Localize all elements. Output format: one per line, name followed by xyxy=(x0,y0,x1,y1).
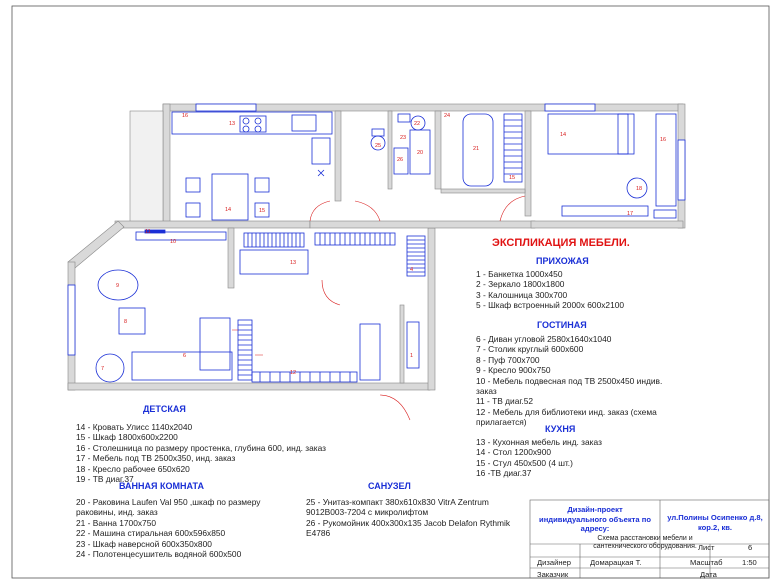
designer-value: Домарацкая Т. xyxy=(590,558,642,567)
list-item: 14 - Кровать Улисс 1140х2040 xyxy=(76,422,193,432)
list-item: 5 - Шкаф встроенный 2000х 600х2100 xyxy=(476,300,625,311)
plan-number: 13 xyxy=(229,121,236,127)
sheet-label: Лист xyxy=(698,543,715,552)
section-title-kids: ДЕТСКАЯ xyxy=(143,404,186,414)
plan-number: 15 xyxy=(509,175,516,181)
designer-label: Дизайнер xyxy=(537,558,571,567)
plan-number: 11 xyxy=(145,229,151,235)
section-title-wc: САНУЗЕЛ xyxy=(368,481,411,491)
plan-number: 8 xyxy=(124,319,128,325)
plan-number: 24 xyxy=(444,113,451,119)
plan-number: 1 xyxy=(410,353,414,359)
plan-number: 7 xyxy=(101,366,105,372)
plan-number: 6 xyxy=(183,353,187,359)
date-label: Дата xyxy=(700,570,717,579)
list-item: 24 - Полотенцесушитель водяной 600х500 xyxy=(76,549,242,560)
list-item: 1 - Банкетка 1000х450 xyxy=(476,269,563,279)
plan-number: 16 xyxy=(660,137,667,143)
list-item: 19 - ТВ диаг.37 xyxy=(76,474,134,485)
plan-number: 13 xyxy=(290,260,297,266)
plan-number: 25 xyxy=(375,143,382,149)
wc-list xyxy=(306,497,510,539)
plan-number: 21 xyxy=(473,146,480,152)
list-item: 11 - ТВ диаг.52 xyxy=(476,396,534,407)
explication-title: ЭКСПЛИКАЦИЯ МЕБЕЛИ. xyxy=(492,237,630,249)
list-item: 22 - Машина стиральная 600х596х850 xyxy=(76,528,226,539)
section-title-kitchen: КУХНЯ xyxy=(545,424,576,434)
project-address: ул.Полины Осипенко д.8, кор.2, кв. xyxy=(667,513,763,532)
list-item: 15 - Стул 450х500 (4 шт.) xyxy=(476,457,573,468)
list-item: 9012B003-7204 с микролифтом xyxy=(306,507,429,518)
kids-list xyxy=(76,422,326,484)
kitchen-list xyxy=(476,437,602,479)
list-item: E4786 xyxy=(306,528,331,539)
plan-number: 26 xyxy=(397,157,404,163)
plan-number: 16 xyxy=(182,113,189,119)
plan-number: 12 xyxy=(290,370,297,376)
list-item: 12 - Мебель для библиотеки инд. заказ (схема xyxy=(476,406,657,417)
hallway-list xyxy=(476,269,624,311)
list-item: 15 - Шкаф 1800х600х2200 xyxy=(76,432,178,443)
section-title-bathroom: ВАННАЯ КОМНАТА xyxy=(119,481,204,491)
list-item: заказ xyxy=(476,386,497,397)
sheet-value: 6 xyxy=(748,543,753,552)
bathroom-list xyxy=(76,497,260,559)
list-item: 26 - Рукомойник 400х300х135 Jacob Delafon Rythmik xyxy=(306,517,511,528)
section-title-hallway: ПРИХОЖАЯ xyxy=(536,256,589,266)
project-title: Дизайн-проект индивидуального объекта по адресу: xyxy=(539,505,651,533)
list-item: 6 - Диван угловой 2580х1640х1040 xyxy=(476,334,612,344)
list-item: 21 - Ванна 1700х750 xyxy=(76,517,157,528)
plan-number: 9 xyxy=(116,283,120,289)
list-item: 25 - Унитаз-компакт 380х610х830 VitrA Zentrum xyxy=(306,497,489,507)
plan-number: 10 xyxy=(170,239,177,245)
list-item: 8 - Пуф 700х700 xyxy=(476,354,540,365)
list-item: 23 - Шкаф наверсной 600х350х800 xyxy=(76,538,212,549)
living-list xyxy=(476,334,662,428)
plan-number: 20 xyxy=(417,150,424,156)
scale-value: 1:50 xyxy=(742,558,757,567)
list-item: 16 - Столешница по размеру простенка, глубина 600, инд. заказ xyxy=(76,442,327,453)
list-item: 7 - Столик круглый 600х600 xyxy=(476,344,584,355)
client-label: Заказчик xyxy=(537,570,569,579)
list-item: прилагается) xyxy=(476,417,527,428)
dimension-marks xyxy=(232,330,263,355)
plan-number: 22 xyxy=(414,121,421,127)
sheet-frame xyxy=(12,6,769,578)
plan-number: 23 xyxy=(400,135,407,141)
plan-number: 17 xyxy=(627,211,634,217)
list-item: 13 - Кухонная мебель инд. заказ xyxy=(476,437,602,447)
list-item: 16 -ТВ диаг.37 xyxy=(476,468,532,479)
list-item: 20 - Раковина Laufen Val 950 ,шкаф по размеру xyxy=(76,497,261,507)
plan-number: 14 xyxy=(560,132,567,138)
list-item: раковины, инд. заказ xyxy=(76,507,158,518)
plan-number: 14 xyxy=(225,207,232,213)
sheet-title: Схема расстановки мебели и сантехнического оборудования. xyxy=(593,535,697,550)
list-item: 3 - Калошница 300х700 xyxy=(476,289,568,300)
list-item: 18 - Кресло рабочее 650х620 xyxy=(76,463,190,474)
plan-number: 4 xyxy=(410,267,414,273)
section-title-living: ГОСТИНАЯ xyxy=(537,320,587,330)
list-item: 14 - Стол 1200х900 xyxy=(476,447,552,458)
scale-label: Масштаб xyxy=(690,558,723,567)
plan-number: 15 xyxy=(259,208,266,214)
list-item: 17 - Мебель под ТВ 2500х350, инд. заказ xyxy=(76,453,236,464)
list-item: 10 - Мебель подвесная под ТВ 2500х450 индив. xyxy=(476,375,663,386)
plan-number: 18 xyxy=(636,186,643,192)
list-item: 9 - Кресло 900х750 xyxy=(476,365,551,376)
list-item: 2 - Зеркало 1800х1800 xyxy=(476,279,565,290)
